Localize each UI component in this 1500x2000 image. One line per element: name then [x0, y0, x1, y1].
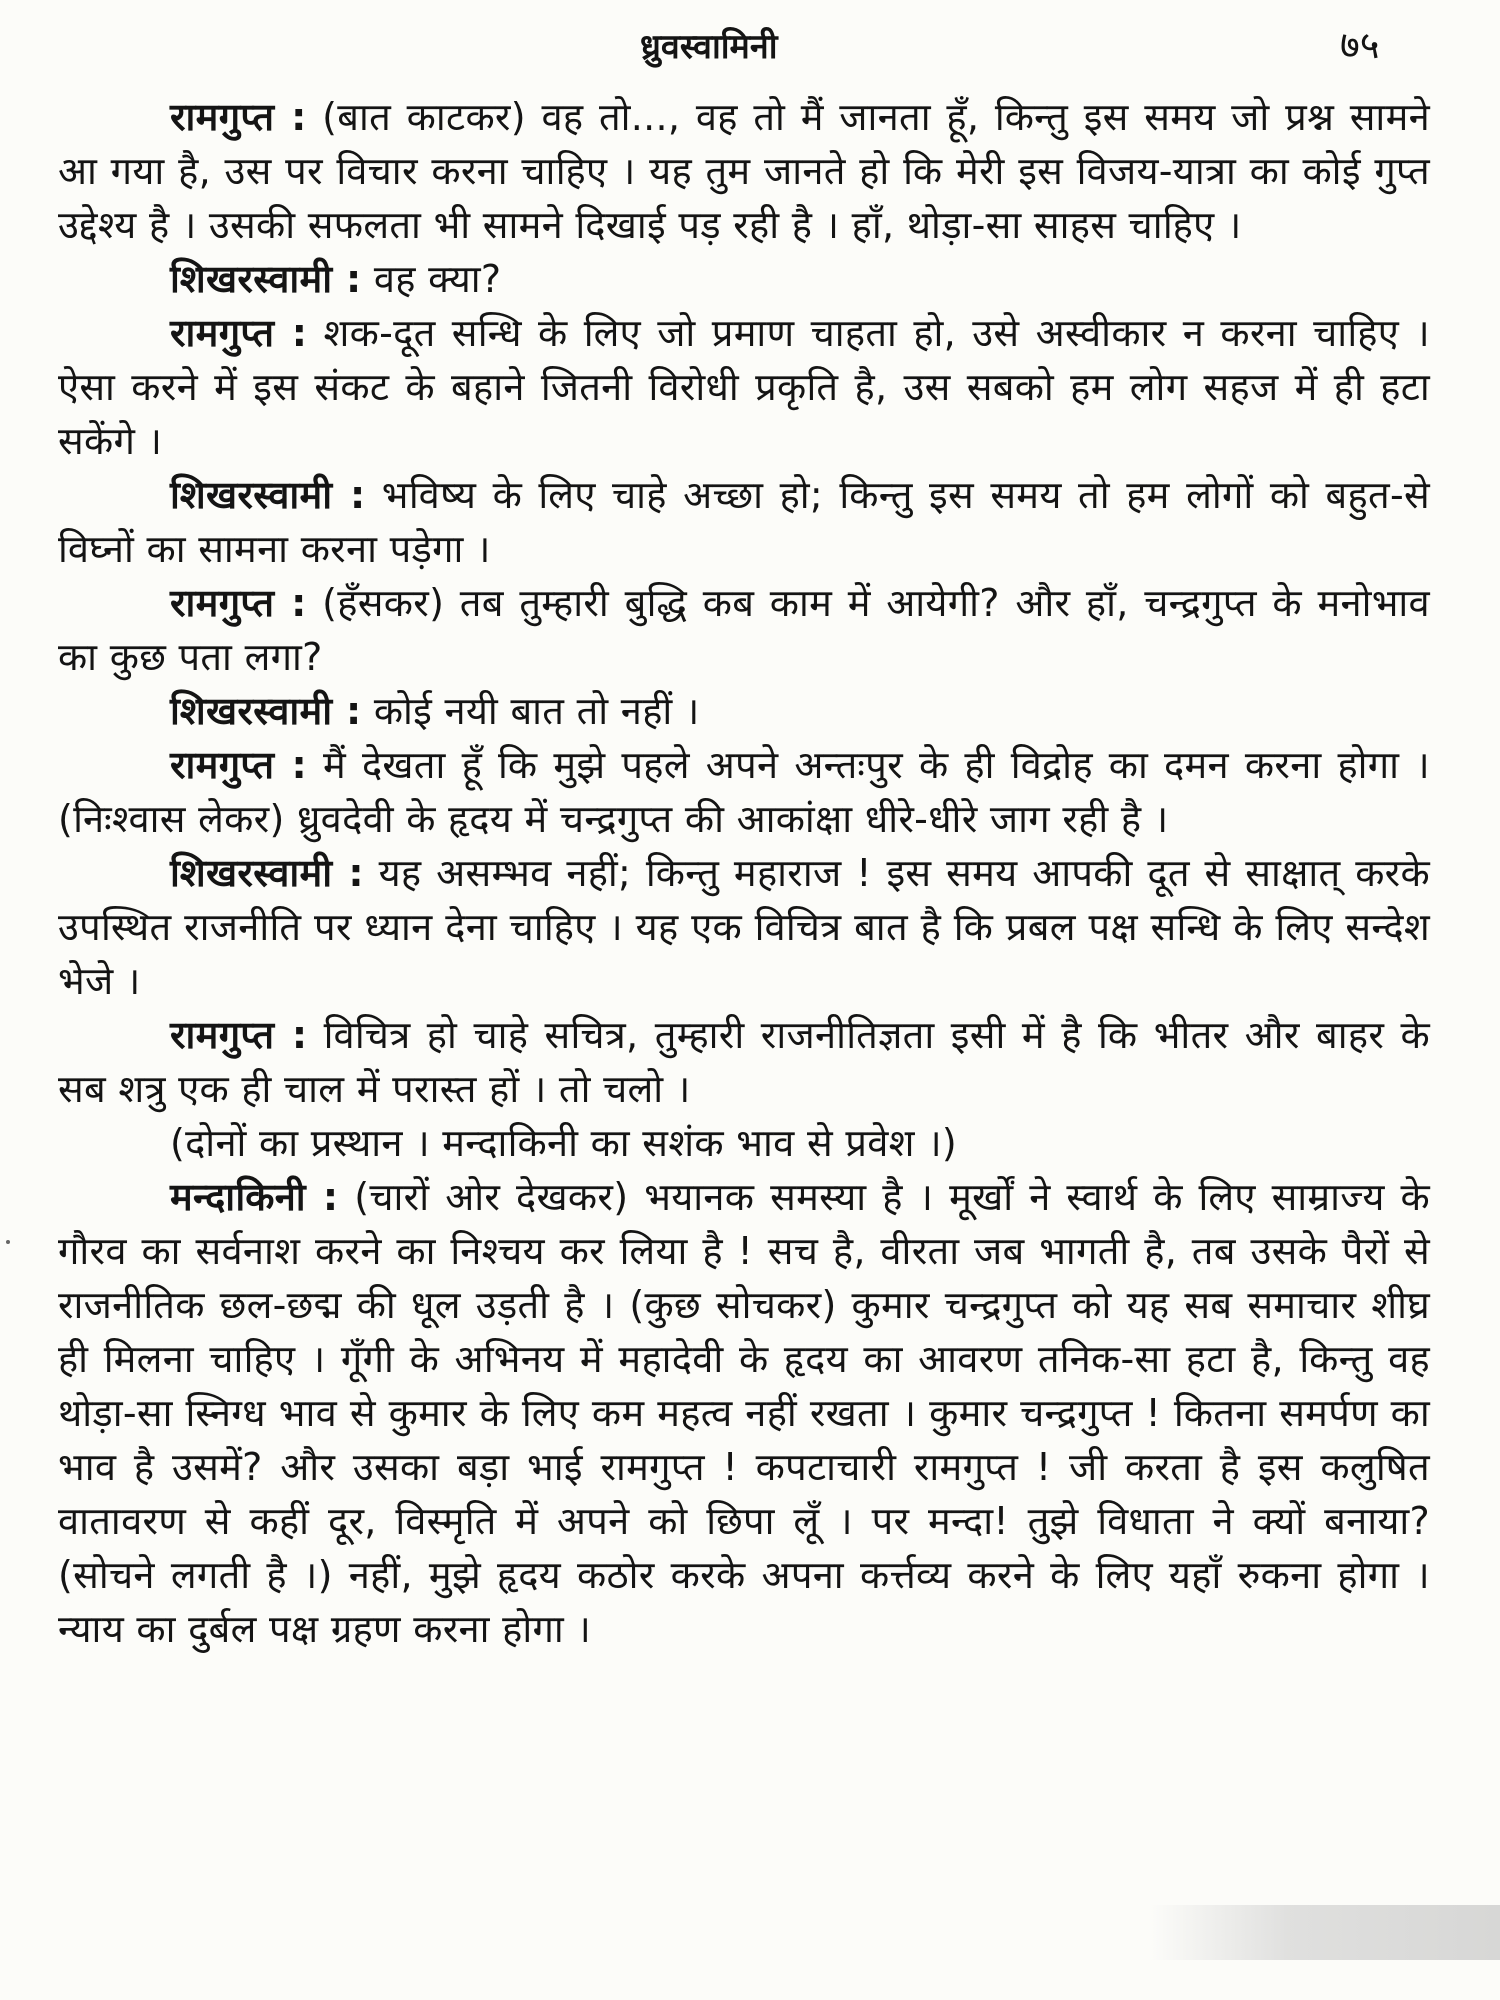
speaker-name: शिखरस्वामी : — [170, 851, 364, 895]
dialogue-text: कोई नयी बात तो नहीं । — [361, 689, 700, 733]
dialogue-text: भविष्य के लिए चाहे अच्छा हो; किन्तु इस समय तो हम लोगों को बहुत-से विघ्नों का सामना करना पड़ेगा । — [58, 473, 1430, 571]
dialogue-paragraph — [58, 738, 1430, 846]
speaker-name: मन्दाकिनी : — [170, 1175, 339, 1219]
dialogue-text: मैं देखता हूँ कि मुझे पहले अपने अन्तःपुर के ही विद्रोह का दमन करना होगा । (निःश्वास लेकर) ध्रुवदेवी के हृदय में चन्द्रगुप्त की आकांक्षा धीरे-धीरे जाग रही है । — [58, 743, 1430, 841]
dialogue-paragraph — [58, 576, 1430, 684]
dialogue-text: शक-दूत सन्धि के लिए जो प्रमाण चाहता हो, उसे अस्वीकार न करना चाहिए । ऐसा करने में इस संकट के बहाने जितनी विरोधी प्रकृति है, उस सबको हम लोग सहज में ही हटा सकेंगे । — [58, 311, 1430, 463]
dialogue-paragraph — [58, 252, 1430, 306]
dialogue-text: (हँसकर) तब तुम्हारी बुद्धि कब काम में आयेगी? और हाँ, चन्द्रगुप्त के मनोभाव का कुछ पता लगा? — [58, 581, 1430, 679]
dialogue-text: विचित्र हो चाहे सचित्र, तुम्हारी राजनीतिज्ञता इसी में है कि भीतर और बाहर के सब शत्रु एक ही चाल में परास्त हों । तो चलो । — [58, 1013, 1430, 1111]
dialogue-paragraph — [58, 684, 1430, 738]
page-number: ७५ — [1340, 23, 1380, 67]
page-header — [0, 8, 1500, 78]
speaker-name: शिखरस्वामी : — [170, 473, 366, 517]
dialogue-text: (बात काटकर) वह तो..., वह तो मैं जानता हूँ, किन्तु इस समय जो प्रश्न सामने आ गया है, उस पर विचार करना चाहिए । यह तुम जानते हो कि मेरी इस विजय-यात्रा का कोई गुप्त उद्देश्य है । उसकी सफलता भी सामने दिखाई पड़ रही है । हाँ, थोड़ा-सा साहस चाहिए । — [58, 95, 1430, 247]
dialogue-paragraph — [58, 1170, 1430, 1656]
running-title: ध्रुवस्वामिनी — [640, 27, 778, 67]
scan-smudge — [1150, 1905, 1500, 1960]
page-body — [58, 90, 1430, 1656]
speaker-name: रामगुप्त : — [170, 311, 308, 355]
dialogue-text: वह क्या? — [361, 257, 502, 301]
speaker-name: शिखरस्वामी : — [170, 257, 362, 301]
dialogue-paragraph — [58, 846, 1430, 1008]
stage-direction — [58, 1116, 1430, 1170]
dialogue-paragraph — [58, 468, 1430, 576]
dialogue-paragraph — [58, 306, 1430, 468]
speaker-name: रामगुप्त : — [170, 95, 307, 139]
speaker-name: शिखरस्वामी : — [170, 689, 362, 733]
dialogue-text: यह असम्भव नहीं; किन्तु महाराज ! इस समय आपकी दूत से साक्षात् करके उपस्थित राजनीति पर ध्यान देना चाहिए । यह एक विचित्र बात है कि प्रबल पक्ष सन्धि के लिए सन्देश भेजे । — [58, 851, 1431, 1003]
speaker-name: रामगुप्त : — [170, 581, 307, 625]
dialogue-text: (चारों ओर देखकर) भयानक समस्या है । मूर्खों ने स्वार्थ के लिए साम्राज्य के गौरव का सर्वनाश करने का निश्चय कर लिया है ! सच है, वीरता जब भागती है, तब उसके पैरों से राजनीतिक छल-छद्म की धूल उड़ती है । (कुछ सोचकर) कुमार चन्द्रगुप्त को यह सब समाचार शीघ्र ही मिलना चाहिए । गूँगी के अभिनय में महादेवी के हृदय का आवरण तनिक-सा हटा है, किन्तु वह थोड़ा-सा स्निग्ध भाव से कुमार के लिए कम महत्व नहीं रखता । कुमार चन्द्रगुप्त ! कितना समर्पण का भाव है उसमें? और उसका बड़ा भाई रामगुप्त ! कपटाचारी रामगुप्त ! जी करता है इस कलुषित वातावरण से कहीं दूर, विस्मृति में अपने को छिपा लूँ । पर मन्दा! तुझे विधाता ने क्यों बनाया? (सोचने लगती है ।) नहीं, मुझे हृदय कठोर करके अपना कर्त्तव्य करने के लिए यहाँ रुकना होगा । न्याय का दुर्बल पक्ष ग्रहण करना होगा । — [58, 1175, 1430, 1651]
stage-direction-text: (दोनों का प्रस्थान । मन्दाकिनी का सशंक भाव से प्रवेश ।) — [170, 1121, 958, 1165]
dialogue-paragraph — [58, 1008, 1430, 1116]
dialogue-paragraph — [58, 90, 1430, 252]
speaker-name: रामगुप्त : — [170, 743, 307, 787]
scan-speck — [6, 1240, 10, 1244]
speaker-name: रामगुप्त : — [170, 1013, 308, 1057]
